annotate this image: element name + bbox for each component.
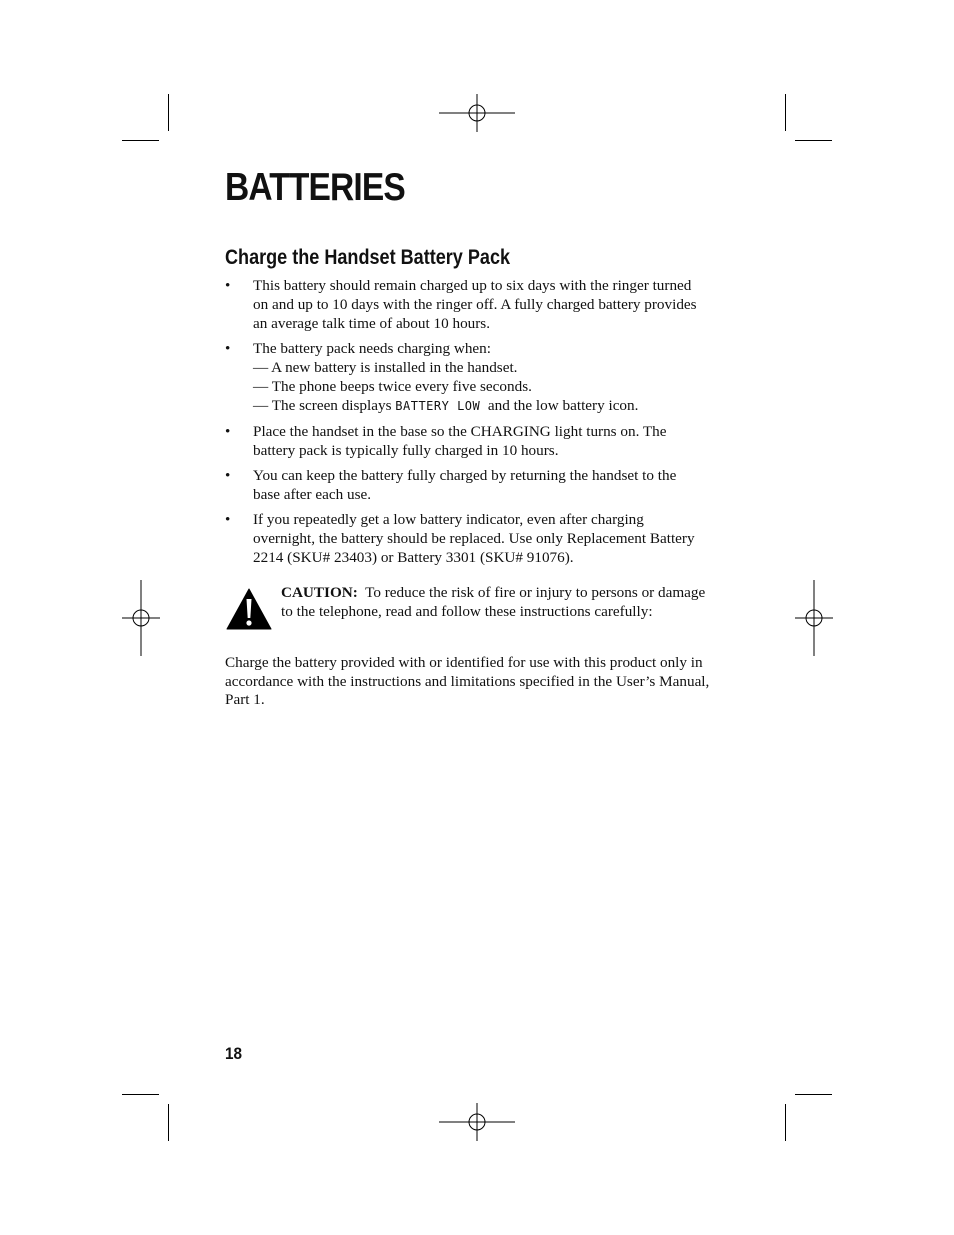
list-item-text: This battery should remain charged up to six days with the ringer turned on and up to 10 days with the ringer off. A fully charged battery provides an average talk time of about 10 hours.: [253, 277, 697, 332]
bullet-marker: •: [225, 277, 231, 294]
list-item-text: You can keep the battery fully charged by returning the handset to the base after each use.: [253, 467, 677, 503]
page-number: 18: [225, 1044, 243, 1063]
registration-mark-icon: [795, 580, 833, 656]
lcd-display-text: BATTERY LOW: [395, 399, 481, 413]
section-heading: Charge the Handset Battery Pack: [225, 246, 511, 269]
sub-item-suffix: and the low battery icon.: [480, 397, 639, 414]
caution-text: To reduce the risk of fire or injury to persons or damage to the telephone, read and follow these instructions carefully:: [281, 584, 710, 620]
crop-mark: [795, 140, 832, 141]
crop-mark: [168, 94, 169, 131]
crop-mark: [122, 1094, 159, 1095]
caution-note: [281, 583, 711, 621]
list-item: [225, 422, 705, 460]
bullet-marker: •: [225, 511, 231, 528]
closing-paragraph: Charge the battery provided with or identified for use with this product only in accordance with the instructions and limitations specified in the User’s Manual, Part 1.: [225, 654, 710, 708]
bullet-marker: •: [225, 467, 231, 484]
sub-item-prefix: — The screen displays: [253, 397, 396, 414]
bullet-marker: •: [225, 340, 231, 357]
list-item: [225, 339, 705, 416]
list-item: [225, 276, 705, 333]
caution-label: CAUTION:: [281, 584, 358, 601]
crop-mark: [168, 1104, 169, 1141]
sub-item: [253, 396, 705, 416]
registration-mark-icon: [439, 94, 515, 132]
bullet-list: [225, 276, 705, 573]
crop-mark: [122, 140, 159, 141]
crop-mark: [785, 94, 786, 131]
list-item: [225, 466, 705, 504]
sub-item: — A new battery is installed in the handset.: [253, 359, 518, 376]
crop-mark: [785, 1104, 786, 1141]
page-title: BATTERIES: [225, 166, 405, 209]
list-item-text: The battery pack needs charging when:: [253, 340, 491, 357]
list-item: [225, 510, 705, 567]
warning-triangle-icon: [226, 588, 272, 630]
list-item-text: If you repeatedly get a low battery indicator, even after charging overnight, the battery should be replaced. Use only Replacement Battery 2214 (SKU# 23403) or Battery 3301 (SKU# 91076).: [253, 511, 695, 566]
registration-mark-icon: [439, 1103, 515, 1141]
sub-item: — The phone beeps twice every five seconds.: [253, 378, 532, 395]
crop-mark: [795, 1094, 832, 1095]
registration-mark-icon: [122, 580, 160, 656]
list-item-text: Place the handset in the base so the CHARGING light turns on. The battery pack is typically fully charged in 10 hours.: [253, 423, 667, 459]
bullet-marker: •: [225, 423, 231, 440]
